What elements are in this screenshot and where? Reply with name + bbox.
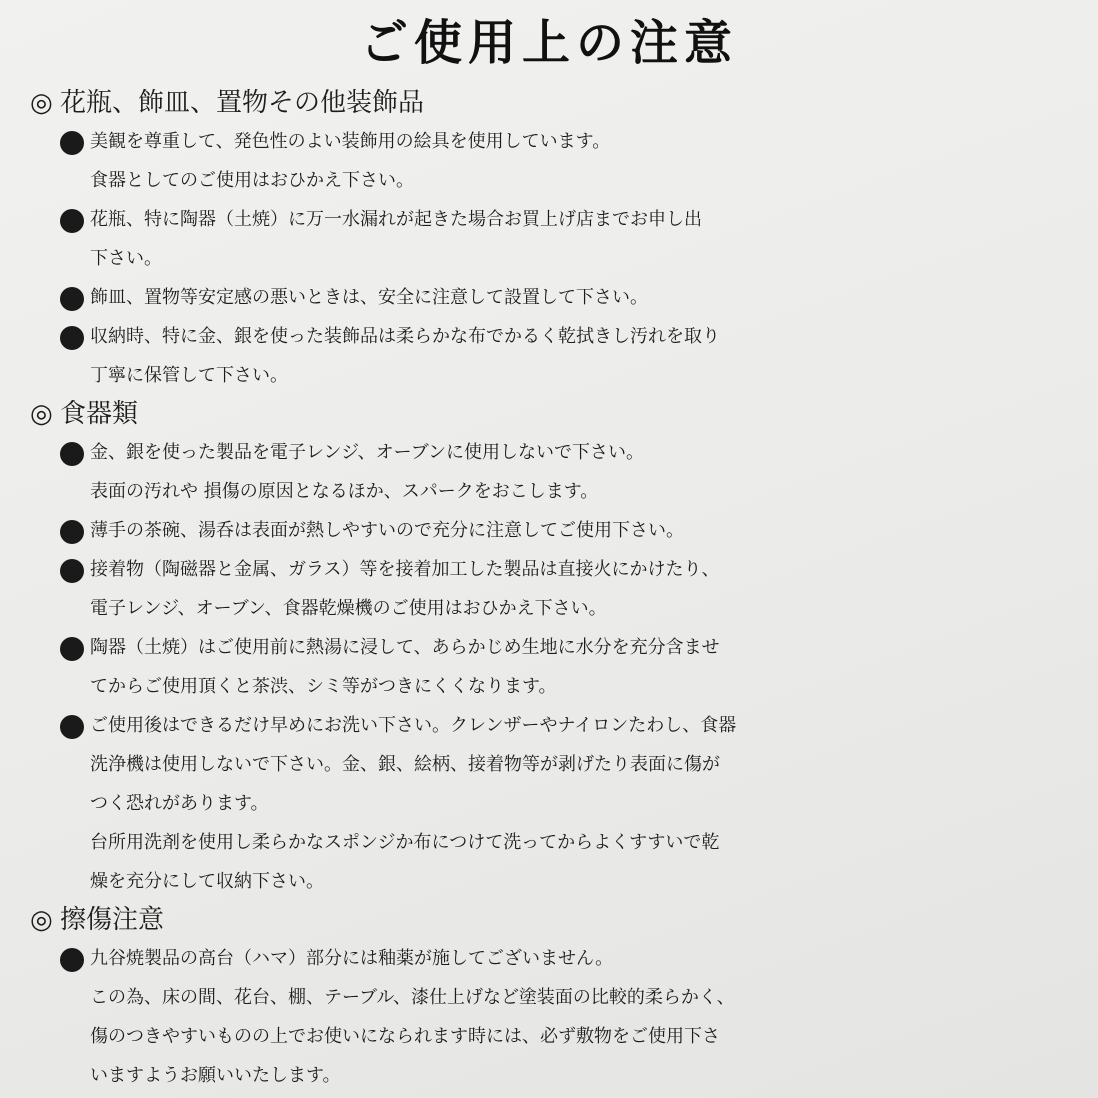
list-item	[0, 200, 1098, 278]
bullet-icon	[60, 715, 84, 739]
item-text-line: 花瓶、特に陶器（土焼）に万一水漏れが起きた場合お買上げ店までお申し出	[90, 209, 702, 230]
item-text-line: てからご使用頂くと茶渋、シミ等がつきにくくなります。	[90, 676, 557, 697]
item-text-line: 丁寧に保管して下さい。	[90, 365, 288, 386]
item-text-line: 燥を充分にして収納下さい。	[90, 871, 324, 892]
list-item	[0, 511, 1098, 550]
bullet-icon	[60, 287, 84, 311]
item-text-line: 九谷焼製品の高台（ハマ）部分には釉薬が施してございません。	[90, 948, 614, 969]
bullet-icon	[60, 209, 84, 233]
notice-content	[0, 84, 1098, 1095]
bullet-icon	[60, 442, 84, 466]
item-text-line: 接着物（陶磁器と金属、ガラス）等を接着加工した製品は直接火にかけたり、	[90, 559, 720, 580]
section-heading-text: 食器類	[60, 399, 139, 429]
page-title: ご使用上の注意	[359, 15, 738, 71]
item-text-line: 陶器（土焼）はご使用前に熱湯に浸して、あらかじめ生地に水分を充分含ませ	[90, 637, 720, 658]
item-text-line: 電子レンジ、オーブン、食器乾燥機のご使用はおひかえ下さい。	[90, 598, 607, 619]
item-text-line: 台所用洗剤を使用し柔らかなスポンジか布につけて洗ってからよくすすいで乾	[90, 832, 720, 853]
double-circle-icon: ◎	[30, 88, 53, 118]
item-text-line: 表面の汚れや 損傷の原因となるほか、スパークをおこします。	[90, 481, 599, 502]
item-text-line: 美観を尊重して、発色性のよい装飾用の絵具を使用しています。	[90, 131, 611, 152]
list-item	[0, 550, 1098, 628]
bullet-icon	[60, 131, 84, 155]
section-heading-text: 花瓶、飾皿、置物その他装飾品	[60, 88, 425, 118]
item-text-line: いますようお願いいたします。	[90, 1065, 341, 1086]
section-heading-text: 擦傷注意	[60, 905, 165, 935]
list-item	[0, 278, 1098, 317]
list-item	[0, 433, 1098, 511]
list-item	[0, 939, 1098, 1095]
item-text-line: この為、床の間、花台、棚、テーブル、漆仕上げなど塗装面の比較的柔らかく、	[90, 987, 735, 1008]
item-text-line: つく恐れがあります。	[90, 793, 269, 814]
list-item	[0, 706, 1098, 901]
item-text-line: 収納時、特に金、銀を使った装飾品は柔らかな布でかるく乾拭きし汚れを取り	[90, 326, 720, 347]
item-text-line: 金、銀を使った製品を電子レンジ、オーブンに使用しないで下さい。	[90, 442, 645, 463]
bullet-icon	[60, 948, 84, 972]
item-text-line: 下さい。	[90, 248, 162, 269]
list-item	[0, 628, 1098, 706]
double-circle-icon: ◎	[30, 399, 53, 429]
section-heading	[0, 395, 1098, 433]
item-text-line: 飾皿、置物等安定感の悪いときは、安全に注意して設置して下さい。	[90, 287, 648, 308]
item-text-line: 薄手の茶碗、湯呑は表面が熱しやすいので充分に注意してご使用下さい。	[90, 520, 684, 541]
list-item	[0, 122, 1098, 200]
list-item	[0, 317, 1098, 395]
section-heading	[0, 84, 1098, 122]
bullet-icon	[60, 637, 84, 661]
item-text-line: 傷のつきやすいものの上でお使いになられます時には、必ず敷物をご使用下さ	[90, 1026, 720, 1047]
bullet-icon	[60, 559, 84, 583]
section-heading	[0, 901, 1098, 939]
item-text-line: 食器としてのご使用はおひかえ下さい。	[90, 170, 414, 191]
item-text-line: ご使用後はできるだけ早めにお洗い下さい。クレンザーやナイロンたわし、食器	[90, 715, 737, 736]
item-text-line: 洗浄機は使用しないで下さい。金、銀、絵柄、接着物等が剥げたり表面に傷が	[90, 754, 720, 775]
bullet-icon	[60, 326, 84, 350]
double-circle-icon: ◎	[30, 905, 53, 935]
bullet-icon	[60, 520, 84, 544]
